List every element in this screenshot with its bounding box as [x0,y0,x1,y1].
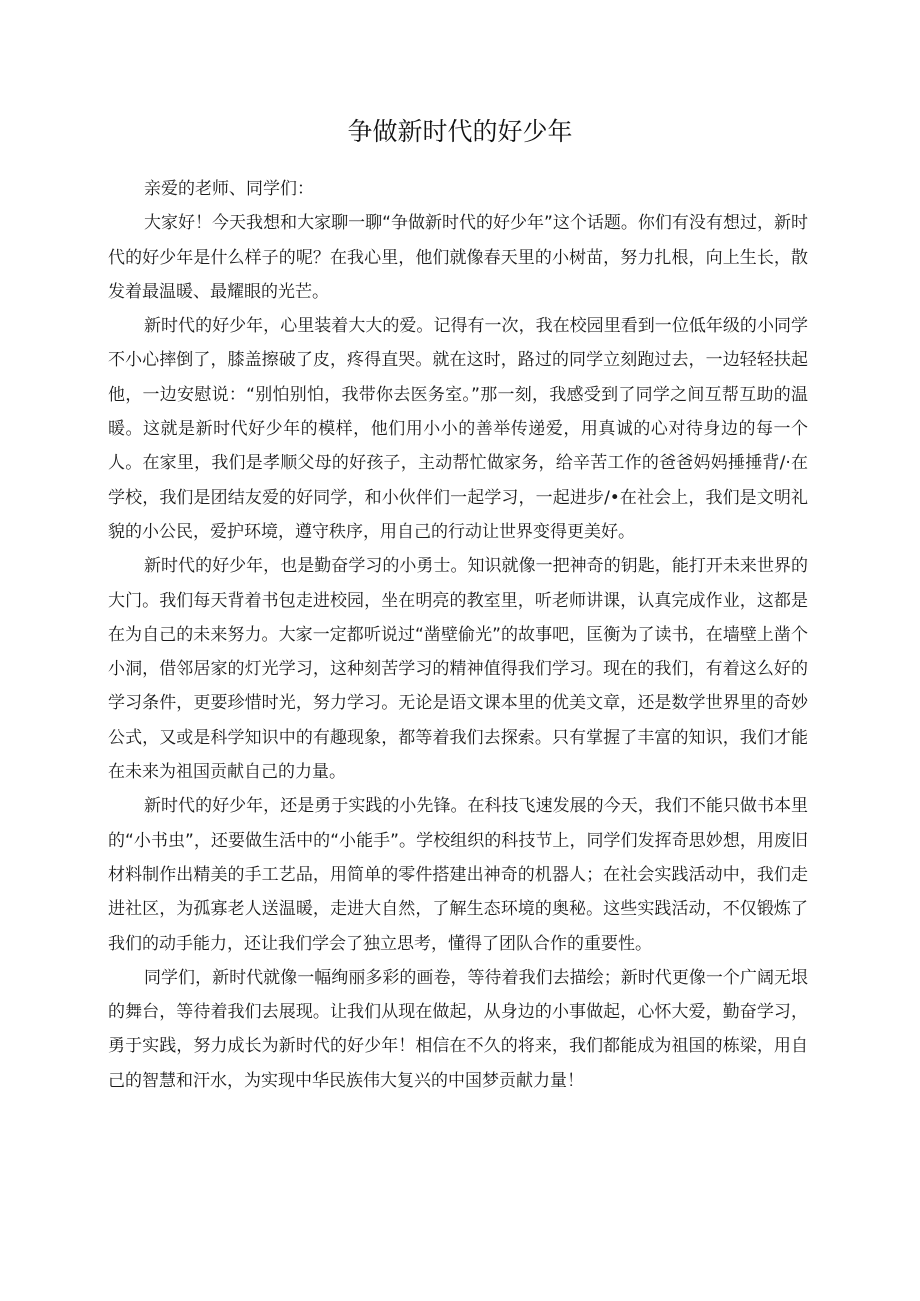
document-body [108,172,808,1098]
greeting: 亲爱的老师、同学们： [144,179,314,199]
document-title: 争做新时代的好少年 [347,117,573,146]
paragraph-love: 新时代的好少年，心里装着大大的爱。记得有一次，我在校园里看到一位低年级的小同学不小心摔倒了，膝盖擦破了皮，疼得直哭。就在这时，路过的同学立刻跑过去，一边轻轻扶起他，一边安慰说：“别怕别怕，我带你去医务室。”那一刻，我感受到了同学之间互帮互助的温暖。这就是新时代好少年的模样，他们用小小的善举传递爱，用真诚的心对待身边的每一个人。在家里，我们是孝顺父母的好孩子，主动帮忙做家务，给辛苦工作的爸爸妈妈捶捶背/·在学校，我们是团结友爱的好同学，和小伙伴们一起学习，一起进步/•在社会上，我们是文明礼貌的小公民，爱护环境，遵守秩序，用自己的行动让世界变得更美好。 [108,316,808,542]
paragraph-practice: 新时代的好少年，还是勇于实践的小先锋。在科技飞速发展的今天，我们不能只做书本里的“小书虫”，还要做生活中的“小能手”。学校组织的科技节上，同学们发挥奇思妙想，用废旧材料制作出精美的手工艺品，用简单的零件搭建出神奇的机器人；在社会实践活动中，我们走进社区，为孤寡老人送温暖，走进大自然，了解生态环境的奥秘。这些实践活动，不仅锻炼了我们的动手能力，还让我们学会了独立思考，懂得了团队合作的重要性。 [108,796,808,954]
paragraph-conclusion: 同学们，新时代就像一幅绚丽多彩的画卷，等待着我们去描绘；新时代更像一个广阔无垠的舞台，等待着我们去展现。让我们从现在做起，从身边的小事做起，心怀大爱，勤奋学习，勇于实践，努力成长为新时代的好少年！相信在不久的将来，我们都能成为祖国的栋梁，用自己的智慧和汗水，为实现中华民族伟大复兴的中国梦贡献力量！ [108,967,808,1091]
paragraph-study: 新时代的好少年，也是勤奋学习的小勇士。知识就像一把神奇的钥匙，能打开未来世界的大门。我们每天背着书包走进校园，坐在明亮的教室里，听老师讲课，认真完成作业，这都是在为自己的未来努力。大家一定都听说过“凿壁偷光”的故事吧，匡衡为了读书，在墙壁上凿个小洞，借邻居家的灯光学习，这种刻苦学习的精神值得我们学习。现在的我们，有着这么好的学习条件，更要珍惜时光，努力学习。无论是语文课本里的优美文章，还是数学世界里的奇妙公式，又或是科学知识中的有趣现象，都等着我们去探索。只有掌握了丰富的知识，我们才能在未来为祖国贡献自己的力量。 [108,556,808,783]
paragraph-intro: 大家好！今天我想和大家聊一聊“争做新时代的好少年”这个话题。你们有没有想过，新时代的好少年是什么样子的呢？在我心里，他们就像春天里的小树苗，努力扎根，向上生长，散发着最温暖、最耀眼的光芒。 [108,213,808,302]
